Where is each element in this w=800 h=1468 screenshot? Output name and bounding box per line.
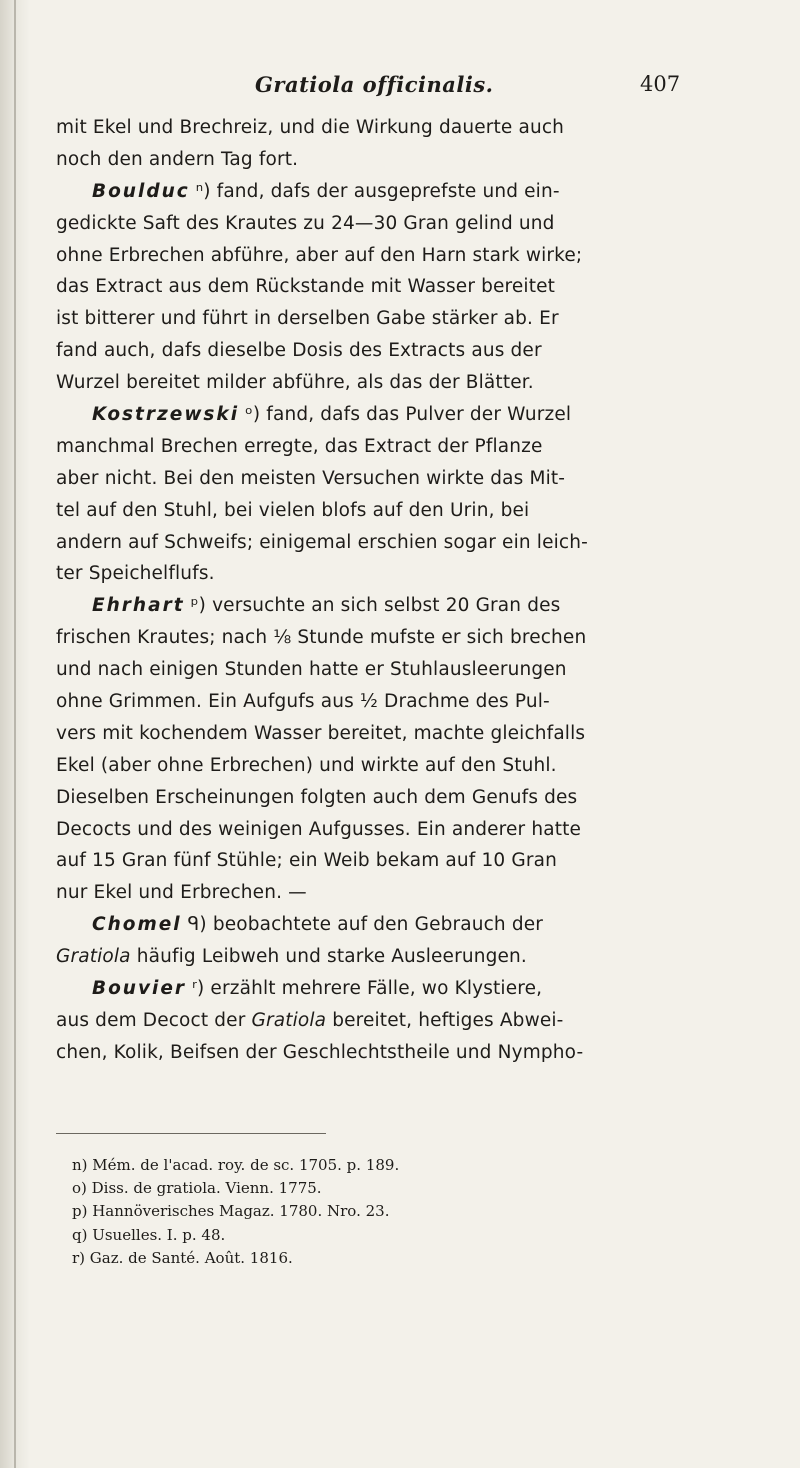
author-name: Bouvier bbox=[92, 978, 187, 1000]
author-name: Boulduc bbox=[92, 180, 190, 202]
text-line: und nach einigen Stunden hatte er Stuhlausleerungen bbox=[56, 659, 567, 681]
text-line: frischen Krautes; nach ⅛ Stunde mufste er sich brechen bbox=[56, 627, 587, 649]
author-name: Kostrzewski bbox=[92, 404, 240, 426]
text-line: aber nicht. Bei den meisten Versuchen wirkte das Mit- bbox=[56, 467, 566, 489]
text-line: Wurzel bereitet milder abführe, als das der Blätter. bbox=[56, 372, 534, 394]
text-line: auf 15 Gran fünf Stühle; ein Weib bekam auf 10 Gran bbox=[56, 850, 557, 872]
footnote: r) Gaz. de Santé. Août. 1816. bbox=[72, 1248, 293, 1267]
text-line: Bouvier ʳ) erzählt mehrere Fälle, wo Klystiere, bbox=[92, 978, 543, 1000]
text-line: manchmal Brechen erregte, das Extract der Pflanze bbox=[56, 435, 543, 457]
text-line: nur Ekel und Erbrechen. — bbox=[56, 882, 307, 904]
main-text bbox=[56, 112, 716, 1069]
footnote-divider bbox=[56, 1133, 326, 1134]
text-line: Gratiola häufig Leibweh und starke Ausleerungen. bbox=[56, 946, 527, 968]
text-line: fand auch, dafs dieselbe Dosis des Extracts aus der bbox=[56, 340, 542, 362]
text-line: ist bitterer und führt in derselben Gabe stärker ab. Er bbox=[56, 308, 559, 330]
text-line: Ehrhart ᵖ) versuchte an sich selbst 20 Gran des bbox=[92, 595, 561, 617]
text-line: aus dem Decoct der Gratiola bereitet, heftiges Abwei- bbox=[56, 1009, 564, 1031]
text-line: tel auf den Stuhl, bei vielen blofs auf den Urin, bei bbox=[56, 499, 530, 521]
text-line: mit Ekel und Brechreiz, und die Wirkung dauerte auch bbox=[56, 117, 565, 138]
text-line: das Extract aus dem Rückstande mit Wasser bereitet bbox=[56, 276, 556, 298]
footnotes bbox=[72, 1154, 672, 1270]
author-name: Ehrhart bbox=[92, 595, 185, 617]
text-line: Dieselben Erscheinungen folgten auch dem Genufs des bbox=[56, 786, 578, 808]
footnote: p) Hannöverisches Magaz. 1780. Nro. 23. bbox=[72, 1202, 390, 1221]
text-line: vers mit kochendem Wasser bereitet, machte gleichfalls bbox=[56, 722, 586, 744]
text-line: Ekel (aber ohne Erbrechen) und wirkte auf den Stuhl. bbox=[56, 754, 557, 776]
page-number: 407 bbox=[640, 72, 681, 96]
text-line: Kostrzewski ᵒ) fand, dafs das Pulver der Wurzel bbox=[92, 404, 572, 426]
genus-name: Gratiola bbox=[56, 946, 131, 968]
text-line: Chomel ᑫ) beobachtete auf den Gebrauch der bbox=[92, 914, 544, 936]
text-line: ohne Erbrechen abführe, aber auf den Harn stark wirke; bbox=[56, 244, 583, 266]
footnote: n) Mém. de l'acad. roy. de sc. 1705. p. 189. bbox=[72, 1156, 400, 1174]
text-line: Boulduc ⁿ) fand, dafs der ausgeprefste und ein- bbox=[92, 180, 560, 202]
text-line: andern auf Schweifs; einigemal erschien sogar ein leich- bbox=[56, 531, 588, 553]
text-line: ohne Grimmen. Ein Aufgufs aus ½ Drachme des Pul- bbox=[56, 691, 550, 713]
gutter-line bbox=[14, 0, 16, 1468]
text-line: gedickte Saft des Krautes zu 24—30 Gran gelind und bbox=[56, 212, 555, 234]
footnote: q) Usuelles. I. p. 48. bbox=[72, 1225, 226, 1244]
footnote: o) Diss. de gratiola. Vienn. 1775. bbox=[72, 1179, 322, 1198]
text-line: Decocts und des weinigen Aufgusses. Ein anderer hatte bbox=[56, 818, 582, 840]
text-line: chen, Kolik, Beifsen der Geschlechtstheile und Nympho- bbox=[56, 1041, 584, 1063]
text-line: noch den andern Tag fort. bbox=[56, 148, 299, 170]
running-title: Gratiola officinalis. bbox=[255, 72, 494, 97]
author-name: Chomel bbox=[92, 914, 182, 936]
page-header bbox=[60, 72, 760, 102]
genus-name: Gratiola bbox=[251, 1009, 327, 1031]
text-line: ter Speichelflufs. bbox=[56, 563, 215, 585]
